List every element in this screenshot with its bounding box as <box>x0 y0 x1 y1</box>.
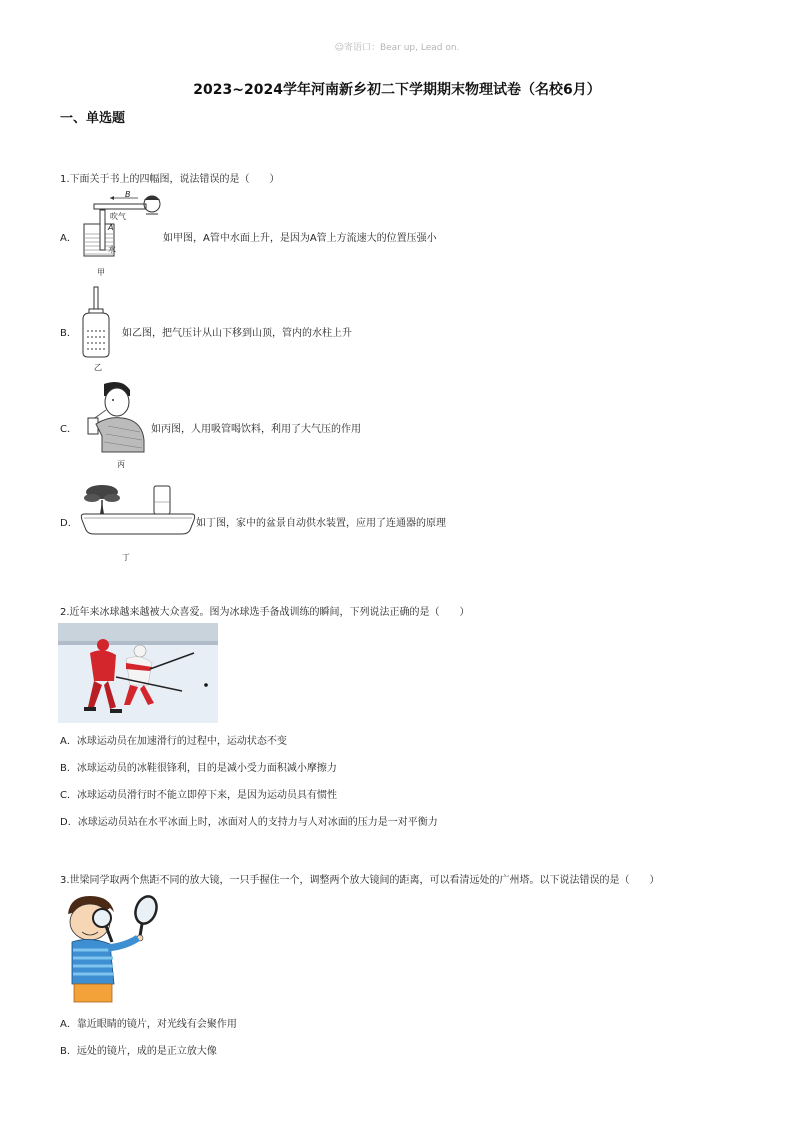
q1-figure-jia <box>80 190 162 262</box>
q3-option-b-letter: B． <box>60 1046 77 1057</box>
q2-option-c-letter: C． <box>60 790 77 801</box>
q2-option-d-letter: D． <box>60 817 78 828</box>
q3-option-a-letter: A． <box>60 1019 77 1030</box>
q3-option-a <box>60 1015 237 1030</box>
q2-option-b-text: 冰球运动员的冰鞋很锋利，目的是减小受力面积减小摩擦力 <box>76 763 337 774</box>
q1-figure-yi-caption: 乙 <box>94 363 102 372</box>
fig-jia-label-a: A <box>108 223 114 232</box>
q2-option-d <box>60 813 438 828</box>
q1-option-a-text: 如甲图，A管中水面上升，是因为A管上方流速大的位置压强小 <box>163 233 437 244</box>
q3-magnifier-boy-figure <box>60 892 160 1004</box>
q3-option-b-text: 远处的镜片，成的是正立放大像 <box>76 1046 217 1057</box>
q1-figure-ding-caption: 丁 <box>122 553 130 562</box>
fig-jia-label-b: B <box>125 190 131 199</box>
fig-jia-label-water: 水 <box>108 245 116 254</box>
question-3-stem: 3.世梁同学取两个焦距不同的放大镜，一只手握住一个，调整两个放大镜间的距离，可以看清远处的广州塔。以下说法错误的是（ ） <box>60 875 660 886</box>
q1-option-c-letter: C． <box>60 424 77 435</box>
q1-option-d-letter: D． <box>60 518 78 529</box>
q2-option-a-text: 冰球运动员在加速滑行的过程中，运动状态不变 <box>76 736 287 747</box>
q2-option-a-letter: A． <box>60 736 77 747</box>
q1-option-c-text: 如丙图，人用吸管喝饮料，利用了大气压的作用 <box>151 424 361 435</box>
q1-figure-bing-caption: 丙 <box>117 460 125 469</box>
fig-jia-label-blow: 吹气 <box>110 212 126 221</box>
q2-option-c-text: 冰球运动员滑行时不能立即停下来，是因为运动员具有惯性 <box>76 790 337 801</box>
q1-option-b-text: 如乙图，把气压计从山下移到山顶，管内的水柱上升 <box>122 328 352 339</box>
q1-figure-bing <box>82 380 152 456</box>
q2-option-b <box>60 759 337 774</box>
q1-option-a-letter: A． <box>60 233 77 244</box>
q2-option-b-letter: B． <box>60 763 77 774</box>
watermark: ☺寄语口：Bear up, Lead on. <box>334 43 460 53</box>
q2-option-a <box>60 732 287 747</box>
question-1-stem: 1.下面关于书上的四幅图，说法错误的是（ ） <box>60 174 280 185</box>
q3-option-b <box>60 1042 217 1057</box>
q1-option-d-text: 如丁图，家中的盆景自动供水装置，应用了连通器的原理 <box>196 518 446 529</box>
q2-hockey-photo <box>58 623 218 723</box>
q1-figure-yi <box>80 285 120 361</box>
page-title: 2023~2024学年河南新乡初二下学期期末物理试卷（名校6月） <box>193 82 601 98</box>
q3-option-a-text: 靠近眼睛的镜片，对光线有会聚作用 <box>76 1019 237 1030</box>
q2-option-c <box>60 786 337 801</box>
q2-option-d-text: 冰球运动员站在水平冰面上时，冰面对人的支持力与人对冰面的压力是一对平衡力 <box>77 817 438 828</box>
question-2-stem: 2.近年来冰球越来越被大众喜爱。图为冰球选手备战训练的瞬间，下列说法正确的是（ ） <box>60 607 470 618</box>
q1-option-b-letter: B． <box>60 328 77 339</box>
q1-figure-ding <box>78 480 198 540</box>
q1-figure-jia-caption: 甲 <box>97 268 105 277</box>
section-heading: 一、单选题 <box>60 111 126 126</box>
